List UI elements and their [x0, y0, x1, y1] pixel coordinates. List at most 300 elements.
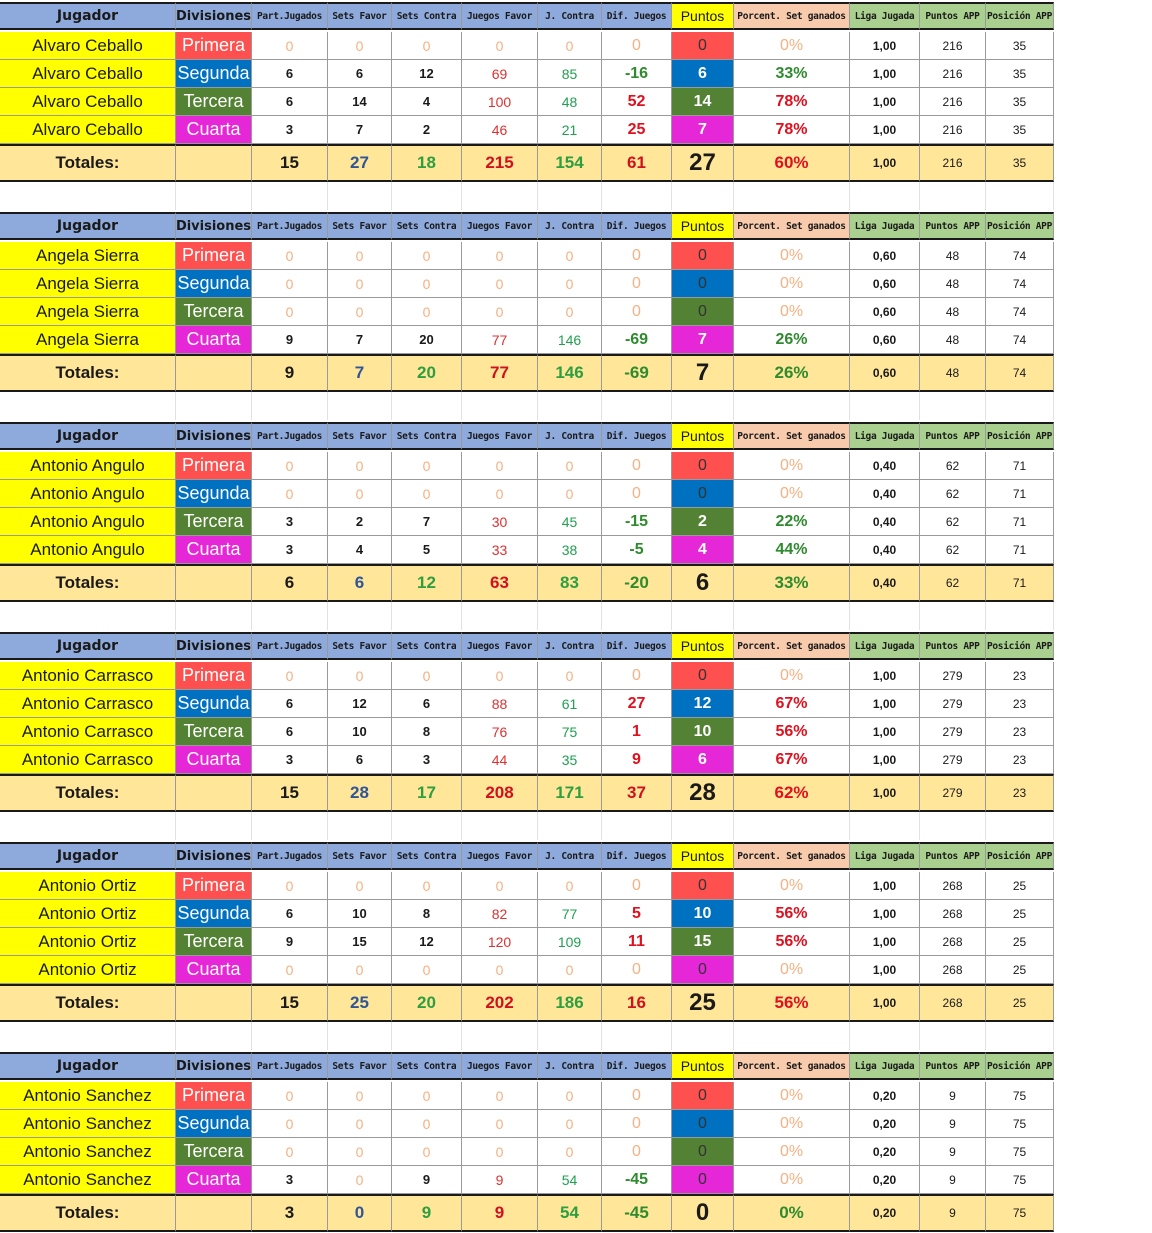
puntos-app-cell[interactable]: 48: [920, 270, 986, 298]
total-porcent-set[interactable]: 60%: [734, 144, 850, 182]
j-contra-cell[interactable]: 0: [538, 1082, 602, 1110]
j-contra-cell[interactable]: 0: [538, 1138, 602, 1166]
header-sets-contra[interactable]: Sets Contra: [392, 632, 462, 660]
total-sets-contra[interactable]: 17: [392, 774, 462, 812]
dif-juegos-cell[interactable]: 27: [602, 690, 672, 718]
puntos-cell[interactable]: 0: [672, 956, 734, 984]
sets-contra-cell[interactable]: 0: [392, 270, 462, 298]
total-puntos[interactable]: 6: [672, 564, 734, 602]
sets-favor-cell[interactable]: 0: [328, 298, 392, 326]
total-part-jugados[interactable]: 15: [252, 144, 328, 182]
puntos-cell[interactable]: 0: [672, 270, 734, 298]
total-sets-favor[interactable]: 25: [328, 984, 392, 1022]
j-contra-cell[interactable]: 0: [538, 452, 602, 480]
sets-favor-cell[interactable]: 0: [328, 872, 392, 900]
player-name-cell[interactable]: Antonio Ortiz: [0, 872, 176, 900]
header-dif-juegos[interactable]: Dif. Juegos: [602, 422, 672, 450]
player-name-cell[interactable]: Antonio Sanchez: [0, 1082, 176, 1110]
porcent-set-cell[interactable]: 0%: [734, 242, 850, 270]
header-part-jugados[interactable]: Part.Jugados: [252, 212, 328, 240]
juegos-favor-cell[interactable]: 0: [462, 956, 538, 984]
header-puntos-app[interactable]: Puntos APP: [920, 1052, 986, 1080]
porcent-set-cell[interactable]: 33%: [734, 60, 850, 88]
total-dif-juegos[interactable]: 37: [602, 774, 672, 812]
division-cell[interactable]: Cuarta: [176, 1166, 252, 1194]
posicion-app-cell[interactable]: 71: [986, 452, 1054, 480]
part-jugados-cell[interactable]: 6: [252, 88, 328, 116]
total-sets-favor[interactable]: 7: [328, 354, 392, 392]
total-sets-favor[interactable]: 27: [328, 144, 392, 182]
j-contra-cell[interactable]: 0: [538, 662, 602, 690]
player-name-cell[interactable]: Antonio Sanchez: [0, 1166, 176, 1194]
player-name-cell[interactable]: Antonio Carrasco: [0, 746, 176, 774]
header-divisiones[interactable]: Divisiones: [176, 1052, 252, 1080]
total-sets-contra[interactable]: 20: [392, 984, 462, 1022]
part-jugados-cell[interactable]: 0: [252, 872, 328, 900]
header-juegos-favor[interactable]: Juegos Favor: [462, 2, 538, 30]
header-puntos[interactable]: Puntos: [672, 212, 734, 240]
header-dif-juegos[interactable]: Dif. Juegos: [602, 212, 672, 240]
sets-contra-cell[interactable]: 6: [392, 690, 462, 718]
juegos-favor-cell[interactable]: 0: [462, 872, 538, 900]
player-name-cell[interactable]: Antonio Ortiz: [0, 900, 176, 928]
total-dif-juegos[interactable]: -69: [602, 354, 672, 392]
total-posicion-app[interactable]: 23: [986, 774, 1054, 812]
puntos-app-cell[interactable]: 48: [920, 242, 986, 270]
header-juegos-favor[interactable]: Juegos Favor: [462, 422, 538, 450]
total-juegos-favor[interactable]: 215: [462, 144, 538, 182]
header-porcent-set-ganados[interactable]: Porcent. Set ganados: [734, 422, 850, 450]
header-jugador[interactable]: Jugador: [0, 632, 176, 660]
header-jugador[interactable]: Jugador: [0, 1052, 176, 1080]
total-sets-favor[interactable]: 0: [328, 1194, 392, 1232]
sets-contra-cell[interactable]: 12: [392, 60, 462, 88]
puntos-cell[interactable]: 2: [672, 508, 734, 536]
porcent-set-cell[interactable]: 0%: [734, 270, 850, 298]
header-posicion-app[interactable]: Posición APP: [986, 842, 1054, 870]
juegos-favor-cell[interactable]: 120: [462, 928, 538, 956]
total-dif-juegos[interactable]: -20: [602, 564, 672, 602]
division-cell[interactable]: Tercera: [176, 508, 252, 536]
division-cell[interactable]: Tercera: [176, 298, 252, 326]
total-liga-jugada[interactable]: 0,40: [850, 564, 920, 602]
porcent-set-cell[interactable]: 0%: [734, 1138, 850, 1166]
header-part-jugados[interactable]: Part.Jugados: [252, 632, 328, 660]
puntos-cell[interactable]: 0: [672, 242, 734, 270]
sets-contra-cell[interactable]: 0: [392, 242, 462, 270]
part-jugados-cell[interactable]: 0: [252, 480, 328, 508]
header-part-jugados[interactable]: Part.Jugados: [252, 1052, 328, 1080]
total-juegos-favor[interactable]: 9: [462, 1194, 538, 1232]
division-cell[interactable]: Tercera: [176, 88, 252, 116]
sets-favor-cell[interactable]: 0: [328, 452, 392, 480]
player-name-cell[interactable]: Angela Sierra: [0, 326, 176, 354]
posicion-app-cell[interactable]: 25: [986, 956, 1054, 984]
total-puntos[interactable]: 0: [672, 1194, 734, 1232]
puntos-cell[interactable]: 0: [672, 1138, 734, 1166]
part-jugados-cell[interactable]: 3: [252, 536, 328, 564]
posicion-app-cell[interactable]: 71: [986, 508, 1054, 536]
dif-juegos-cell[interactable]: 0: [602, 1082, 672, 1110]
sets-favor-cell[interactable]: 7: [328, 116, 392, 144]
total-puntos-app[interactable]: 216: [920, 144, 986, 182]
puntos-app-cell[interactable]: 268: [920, 900, 986, 928]
puntos-app-cell[interactable]: 268: [920, 928, 986, 956]
header-puntos[interactable]: Puntos: [672, 632, 734, 660]
porcent-set-cell[interactable]: 67%: [734, 746, 850, 774]
total-porcent-set[interactable]: 0%: [734, 1194, 850, 1232]
juegos-favor-cell[interactable]: 9: [462, 1166, 538, 1194]
porcent-set-cell[interactable]: 44%: [734, 536, 850, 564]
dif-juegos-cell[interactable]: 0: [602, 32, 672, 60]
puntos-app-cell[interactable]: 216: [920, 32, 986, 60]
header-sets-favor[interactable]: Sets Favor: [328, 422, 392, 450]
posicion-app-cell[interactable]: 23: [986, 718, 1054, 746]
dif-juegos-cell[interactable]: -69: [602, 326, 672, 354]
dif-juegos-cell[interactable]: -45: [602, 1166, 672, 1194]
total-sets-contra[interactable]: 18: [392, 144, 462, 182]
part-jugados-cell[interactable]: 0: [252, 298, 328, 326]
total-porcent-set[interactable]: 33%: [734, 564, 850, 602]
puntos-app-cell[interactable]: 268: [920, 872, 986, 900]
header-puntos[interactable]: Puntos: [672, 2, 734, 30]
header-sets-contra[interactable]: Sets Contra: [392, 212, 462, 240]
dif-juegos-cell[interactable]: -15: [602, 508, 672, 536]
total-porcent-set[interactable]: 56%: [734, 984, 850, 1022]
dif-juegos-cell[interactable]: -16: [602, 60, 672, 88]
header-porcent-set-ganados[interactable]: Porcent. Set ganados: [734, 1052, 850, 1080]
porcent-set-cell[interactable]: 67%: [734, 690, 850, 718]
j-contra-cell[interactable]: 85: [538, 60, 602, 88]
part-jugados-cell[interactable]: 6: [252, 60, 328, 88]
sets-favor-cell[interactable]: 0: [328, 1166, 392, 1194]
header-sets-contra[interactable]: Sets Contra: [392, 2, 462, 30]
total-liga-jugada[interactable]: 1,00: [850, 144, 920, 182]
header-posicion-app[interactable]: Posición APP: [986, 632, 1054, 660]
part-jugados-cell[interactable]: 6: [252, 690, 328, 718]
j-contra-cell[interactable]: 21: [538, 116, 602, 144]
puntos-cell[interactable]: 15: [672, 928, 734, 956]
puntos-app-cell[interactable]: 48: [920, 298, 986, 326]
liga-jugada-cell[interactable]: 1,00: [850, 956, 920, 984]
j-contra-cell[interactable]: 0: [538, 480, 602, 508]
porcent-set-cell[interactable]: 78%: [734, 88, 850, 116]
juegos-favor-cell[interactable]: 44: [462, 746, 538, 774]
total-part-jugados[interactable]: 9: [252, 354, 328, 392]
dif-juegos-cell[interactable]: 1: [602, 718, 672, 746]
header-divisiones[interactable]: Divisiones: [176, 422, 252, 450]
header-juegos-favor[interactable]: Juegos Favor: [462, 212, 538, 240]
player-name-cell[interactable]: Alvaro Ceballo: [0, 88, 176, 116]
porcent-set-cell[interactable]: 0%: [734, 1110, 850, 1138]
sets-contra-cell[interactable]: 2: [392, 116, 462, 144]
header-liga-jugada[interactable]: Liga Jugada: [850, 632, 920, 660]
total-liga-jugada[interactable]: 1,00: [850, 774, 920, 812]
porcent-set-cell[interactable]: 0%: [734, 298, 850, 326]
header-liga-jugada[interactable]: Liga Jugada: [850, 212, 920, 240]
total-posicion-app[interactable]: 71: [986, 564, 1054, 602]
sets-favor-cell[interactable]: 0: [328, 270, 392, 298]
sets-favor-cell[interactable]: 10: [328, 718, 392, 746]
division-cell[interactable]: Cuarta: [176, 326, 252, 354]
liga-jugada-cell[interactable]: 1,00: [850, 690, 920, 718]
header-jugador[interactable]: Jugador: [0, 2, 176, 30]
j-contra-cell[interactable]: 75: [538, 718, 602, 746]
puntos-cell[interactable]: 0: [672, 32, 734, 60]
division-cell[interactable]: Segunda: [176, 60, 252, 88]
total-juegos-favor[interactable]: 202: [462, 984, 538, 1022]
porcent-set-cell[interactable]: 0%: [734, 480, 850, 508]
header-juegos-favor[interactable]: Juegos Favor: [462, 842, 538, 870]
header-jugador[interactable]: Jugador: [0, 842, 176, 870]
posicion-app-cell[interactable]: 74: [986, 298, 1054, 326]
header-sets-favor[interactable]: Sets Favor: [328, 632, 392, 660]
puntos-app-cell[interactable]: 9: [920, 1082, 986, 1110]
puntos-app-cell[interactable]: 9: [920, 1110, 986, 1138]
dif-juegos-cell[interactable]: 11: [602, 928, 672, 956]
juegos-favor-cell[interactable]: 82: [462, 900, 538, 928]
sets-contra-cell[interactable]: 12: [392, 928, 462, 956]
juegos-favor-cell[interactable]: 100: [462, 88, 538, 116]
puntos-cell[interactable]: 6: [672, 746, 734, 774]
division-cell[interactable]: Segunda: [176, 1110, 252, 1138]
puntos-app-cell[interactable]: 279: [920, 690, 986, 718]
dif-juegos-cell[interactable]: 0: [602, 1138, 672, 1166]
puntos-cell[interactable]: 0: [672, 298, 734, 326]
header-dif-juegos[interactable]: Dif. Juegos: [602, 2, 672, 30]
part-jugados-cell[interactable]: 3: [252, 1166, 328, 1194]
total-juegos-favor[interactable]: 208: [462, 774, 538, 812]
header-dif-juegos[interactable]: Dif. Juegos: [602, 632, 672, 660]
header-posicion-app[interactable]: Posición APP: [986, 2, 1054, 30]
porcent-set-cell[interactable]: 0%: [734, 956, 850, 984]
part-jugados-cell[interactable]: 0: [252, 1138, 328, 1166]
posicion-app-cell[interactable]: 71: [986, 536, 1054, 564]
liga-jugada-cell[interactable]: 0,40: [850, 452, 920, 480]
header-jugador[interactable]: Jugador: [0, 422, 176, 450]
header-liga-jugada[interactable]: Liga Jugada: [850, 1052, 920, 1080]
total-j-contra[interactable]: 154: [538, 144, 602, 182]
total-part-jugados[interactable]: 15: [252, 984, 328, 1022]
sets-favor-cell[interactable]: 0: [328, 1082, 392, 1110]
liga-jugada-cell[interactable]: 1,00: [850, 32, 920, 60]
header-j-contra[interactable]: J. Contra: [538, 1052, 602, 1080]
header-porcent-set-ganados[interactable]: Porcent. Set ganados: [734, 212, 850, 240]
puntos-cell[interactable]: 7: [672, 326, 734, 354]
total-sets-contra[interactable]: 12: [392, 564, 462, 602]
porcent-set-cell[interactable]: 0%: [734, 452, 850, 480]
division-cell[interactable]: Tercera: [176, 1138, 252, 1166]
player-name-cell[interactable]: Antonio Angulo: [0, 480, 176, 508]
part-jugados-cell[interactable]: 9: [252, 928, 328, 956]
header-puntos-app[interactable]: Puntos APP: [920, 632, 986, 660]
header-puntos-app[interactable]: Puntos APP: [920, 212, 986, 240]
header-divisiones[interactable]: Divisiones: [176, 212, 252, 240]
puntos-cell[interactable]: 10: [672, 900, 734, 928]
dif-juegos-cell[interactable]: 0: [602, 1110, 672, 1138]
header-j-contra[interactable]: J. Contra: [538, 2, 602, 30]
sets-favor-cell[interactable]: 7: [328, 326, 392, 354]
total-sets-contra[interactable]: 9: [392, 1194, 462, 1232]
puntos-cell[interactable]: 0: [672, 1166, 734, 1194]
dif-juegos-cell[interactable]: 5: [602, 900, 672, 928]
total-puntos-app[interactable]: 9: [920, 1194, 986, 1232]
header-sets-contra[interactable]: Sets Contra: [392, 842, 462, 870]
total-puntos-app[interactable]: 62: [920, 564, 986, 602]
total-porcent-set[interactable]: 62%: [734, 774, 850, 812]
posicion-app-cell[interactable]: 75: [986, 1082, 1054, 1110]
total-puntos[interactable]: 25: [672, 984, 734, 1022]
juegos-favor-cell[interactable]: 0: [462, 242, 538, 270]
header-porcent-set-ganados[interactable]: Porcent. Set ganados: [734, 632, 850, 660]
porcent-set-cell[interactable]: 0%: [734, 872, 850, 900]
porcent-set-cell[interactable]: 78%: [734, 116, 850, 144]
part-jugados-cell[interactable]: 0: [252, 956, 328, 984]
posicion-app-cell[interactable]: 23: [986, 746, 1054, 774]
sets-favor-cell[interactable]: 14: [328, 88, 392, 116]
porcent-set-cell[interactable]: 0%: [734, 32, 850, 60]
header-dif-juegos[interactable]: Dif. Juegos: [602, 842, 672, 870]
juegos-favor-cell[interactable]: 0: [462, 1138, 538, 1166]
header-puntos-app[interactable]: Puntos APP: [920, 842, 986, 870]
puntos-cell[interactable]: 12: [672, 690, 734, 718]
porcent-set-cell[interactable]: 56%: [734, 718, 850, 746]
total-part-jugados[interactable]: 15: [252, 774, 328, 812]
header-juegos-favor[interactable]: Juegos Favor: [462, 632, 538, 660]
sets-favor-cell[interactable]: 0: [328, 242, 392, 270]
player-name-cell[interactable]: Antonio Angulo: [0, 536, 176, 564]
division-cell[interactable]: Segunda: [176, 270, 252, 298]
total-j-contra[interactable]: 146: [538, 354, 602, 392]
liga-jugada-cell[interactable]: 1,00: [850, 718, 920, 746]
puntos-app-cell[interactable]: 62: [920, 480, 986, 508]
sets-favor-cell[interactable]: 4: [328, 536, 392, 564]
total-liga-jugada[interactable]: 1,00: [850, 984, 920, 1022]
division-cell[interactable]: Primera: [176, 452, 252, 480]
puntos-app-cell[interactable]: 48: [920, 326, 986, 354]
porcent-set-cell[interactable]: 56%: [734, 928, 850, 956]
part-jugados-cell[interactable]: 9: [252, 326, 328, 354]
total-sets-contra[interactable]: 20: [392, 354, 462, 392]
liga-jugada-cell[interactable]: 1,00: [850, 928, 920, 956]
total-porcent-set[interactable]: 26%: [734, 354, 850, 392]
player-name-cell[interactable]: Alvaro Ceballo: [0, 116, 176, 144]
juegos-favor-cell[interactable]: 69: [462, 60, 538, 88]
puntos-cell[interactable]: 0: [672, 662, 734, 690]
posicion-app-cell[interactable]: 25: [986, 872, 1054, 900]
header-j-contra[interactable]: J. Contra: [538, 212, 602, 240]
liga-jugada-cell[interactable]: 1,00: [850, 60, 920, 88]
sets-favor-cell[interactable]: 6: [328, 746, 392, 774]
sets-favor-cell[interactable]: 0: [328, 32, 392, 60]
juegos-favor-cell[interactable]: 0: [462, 298, 538, 326]
total-posicion-app[interactable]: 25: [986, 984, 1054, 1022]
part-jugados-cell[interactable]: 0: [252, 1082, 328, 1110]
puntos-app-cell[interactable]: 9: [920, 1138, 986, 1166]
puntos-cell[interactable]: 0: [672, 480, 734, 508]
division-cell[interactable]: Tercera: [176, 928, 252, 956]
total-juegos-favor[interactable]: 77: [462, 354, 538, 392]
player-name-cell[interactable]: Angela Sierra: [0, 270, 176, 298]
posicion-app-cell[interactable]: 25: [986, 928, 1054, 956]
header-divisiones[interactable]: Divisiones: [176, 2, 252, 30]
posicion-app-cell[interactable]: 75: [986, 1110, 1054, 1138]
liga-jugada-cell[interactable]: 0,20: [850, 1138, 920, 1166]
posicion-app-cell[interactable]: 75: [986, 1138, 1054, 1166]
player-name-cell[interactable]: Alvaro Ceballo: [0, 32, 176, 60]
header-porcent-set-ganados[interactable]: Porcent. Set ganados: [734, 842, 850, 870]
puntos-cell[interactable]: 4: [672, 536, 734, 564]
j-contra-cell[interactable]: 45: [538, 508, 602, 536]
porcent-set-cell[interactable]: 26%: [734, 326, 850, 354]
player-name-cell[interactable]: Antonio Angulo: [0, 452, 176, 480]
header-puntos-app[interactable]: Puntos APP: [920, 422, 986, 450]
j-contra-cell[interactable]: 0: [538, 298, 602, 326]
juegos-favor-cell[interactable]: 0: [462, 1082, 538, 1110]
j-contra-cell[interactable]: 77: [538, 900, 602, 928]
sets-contra-cell[interactable]: 0: [392, 452, 462, 480]
sets-favor-cell[interactable]: 0: [328, 956, 392, 984]
liga-jugada-cell[interactable]: 0,40: [850, 536, 920, 564]
division-cell[interactable]: Primera: [176, 32, 252, 60]
j-contra-cell[interactable]: 54: [538, 1166, 602, 1194]
dif-juegos-cell[interactable]: 52: [602, 88, 672, 116]
player-name-cell[interactable]: Antonio Angulo: [0, 508, 176, 536]
posicion-app-cell[interactable]: 35: [986, 116, 1054, 144]
posicion-app-cell[interactable]: 35: [986, 88, 1054, 116]
total-j-contra[interactable]: 171: [538, 774, 602, 812]
total-juegos-favor[interactable]: 63: [462, 564, 538, 602]
puntos-app-cell[interactable]: 279: [920, 718, 986, 746]
juegos-favor-cell[interactable]: 30: [462, 508, 538, 536]
sets-contra-cell[interactable]: 0: [392, 298, 462, 326]
liga-jugada-cell[interactable]: 0,40: [850, 508, 920, 536]
sets-contra-cell[interactable]: 7: [392, 508, 462, 536]
total-puntos[interactable]: 28: [672, 774, 734, 812]
j-contra-cell[interactable]: 61: [538, 690, 602, 718]
j-contra-cell[interactable]: 0: [538, 270, 602, 298]
header-j-contra[interactable]: J. Contra: [538, 422, 602, 450]
juegos-favor-cell[interactable]: 0: [462, 452, 538, 480]
liga-jugada-cell[interactable]: 0,40: [850, 480, 920, 508]
puntos-app-cell[interactable]: 62: [920, 536, 986, 564]
puntos-app-cell[interactable]: 62: [920, 508, 986, 536]
puntos-cell[interactable]: 14: [672, 88, 734, 116]
header-sets-favor[interactable]: Sets Favor: [328, 842, 392, 870]
part-jugados-cell[interactable]: 0: [252, 32, 328, 60]
porcent-set-cell[interactable]: 0%: [734, 1166, 850, 1194]
puntos-cell[interactable]: 10: [672, 718, 734, 746]
header-part-jugados[interactable]: Part.Jugados: [252, 2, 328, 30]
sets-contra-cell[interactable]: 8: [392, 718, 462, 746]
part-jugados-cell[interactable]: 0: [252, 242, 328, 270]
dif-juegos-cell[interactable]: 0: [602, 452, 672, 480]
puntos-app-cell[interactable]: 279: [920, 746, 986, 774]
puntos-cell[interactable]: 0: [672, 1082, 734, 1110]
header-puntos-app[interactable]: Puntos APP: [920, 2, 986, 30]
liga-jugada-cell[interactable]: 1,00: [850, 900, 920, 928]
posicion-app-cell[interactable]: 74: [986, 242, 1054, 270]
liga-jugada-cell[interactable]: 0,20: [850, 1166, 920, 1194]
total-sets-favor[interactable]: 6: [328, 564, 392, 602]
puntos-cell[interactable]: 7: [672, 116, 734, 144]
header-posicion-app[interactable]: Posición APP: [986, 422, 1054, 450]
total-j-contra[interactable]: 54: [538, 1194, 602, 1232]
header-jugador[interactable]: Jugador: [0, 212, 176, 240]
header-dif-juegos[interactable]: Dif. Juegos: [602, 1052, 672, 1080]
dif-juegos-cell[interactable]: 25: [602, 116, 672, 144]
total-posicion-app[interactable]: 74: [986, 354, 1054, 392]
